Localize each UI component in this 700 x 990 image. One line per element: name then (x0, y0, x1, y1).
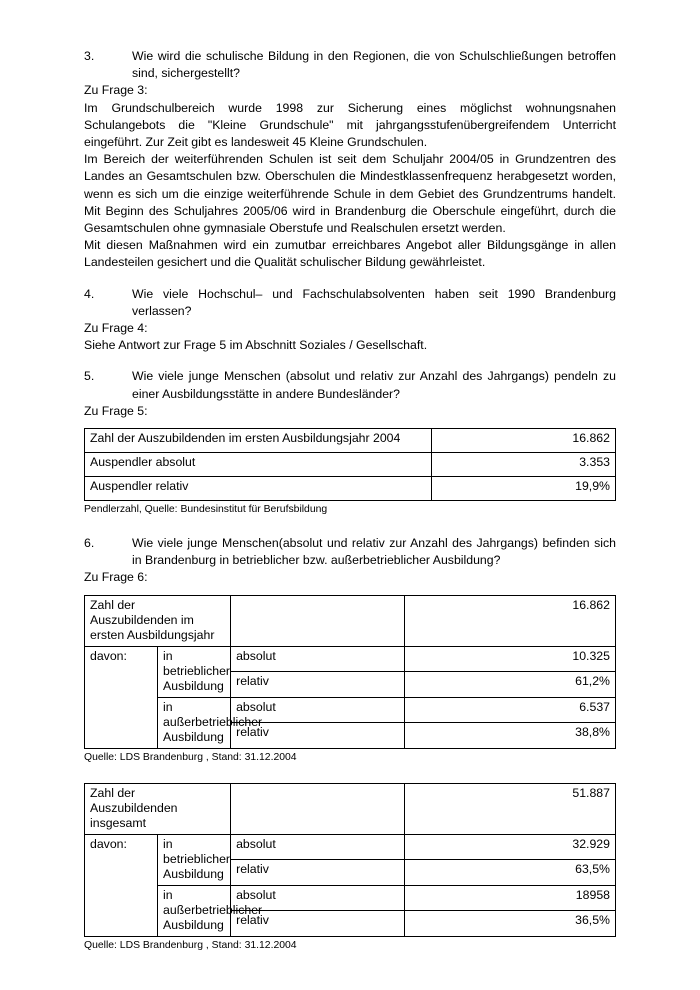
cell-davon-label: davon: (85, 646, 158, 748)
question-5-block (84, 368, 616, 402)
table-caption: Pendlerzahl, Quelle: Bundesinstitut für Berufsbildung (84, 504, 328, 516)
cell-header-label: Zahl der Auszubildenden insgesamt (85, 783, 231, 834)
cell-value: 32.929 (405, 834, 616, 860)
cell-type: absolut (231, 646, 405, 672)
cell-type: absolut (231, 885, 405, 911)
cell-group-name: in außerbetrieblicher Ausbildung (158, 885, 231, 936)
table-caption: Quelle: LDS Brandenburg , Stand: 31.12.2004 (84, 939, 297, 951)
answer-3-paragraph-2: Im Bereich der weiterführenden Schulen ist seit dem Schuljahr 2004/05 in Grundzentren des Landes an Gesamtschulen bzw. Oberschulen die Mindestklassenfrequenz herabgesetzt worden, wenn es sich um die einzige weiterführende Schule in dem Gebiet des Grundzentrums handelt. Mit Beginn des Schuljahres 2005/06 wird in Brandenburg die Oberschule eingeführt, durch die Gesamtschulen ohne gymnasiale Oberstufe und Realschulen ersetzt werden. (84, 152, 616, 236)
table-row (85, 646, 616, 672)
question-6-number: 6. (84, 536, 95, 551)
cell-value: 19,9% (432, 477, 616, 501)
cell-empty (231, 783, 405, 834)
cell-value: 36,5% (405, 911, 616, 937)
cell-value: 3.353 (432, 453, 616, 477)
table-caption: Quelle: LDS Brandenburg , Stand: 31.12.2004 (84, 751, 297, 763)
question-6-block (84, 535, 616, 569)
cell-group-name: in betrieblicher Ausbildung (158, 834, 231, 885)
ausbildung-insgesamt-table (84, 783, 616, 937)
cell-davon-label: davon: (85, 834, 158, 936)
ausbildung-erstes-jahr-table (84, 595, 616, 749)
answer-3-label: Zu Frage 3: (84, 83, 148, 98)
cell-group-name: in betrieblicher Ausbildung (158, 646, 231, 697)
cell-value: 10.325 (405, 646, 616, 672)
cell-value: 63,5% (405, 860, 616, 886)
question-4-number: 4. (84, 286, 95, 301)
table-row (85, 834, 616, 860)
question-5-text: Wie viele junge Menschen (absolut und relativ zur Anzahl des Jahrgangs) pendeln zu einer Ausbildungsstätte in andere Bundesländer? (132, 369, 616, 401)
answer-3-paragraph-3: Mit diesen Maßnahmen wird ein zumutbar erreichbares Angebot aller Bildungsgänge in allen Landesteilen gesichert und die Qualität schulischer Bildung gewährleistet. (84, 238, 616, 270)
question-5-number: 5. (84, 369, 95, 384)
answer-4-paragraph-1: Siehe Antwort zur Frage 5 im Abschnitt Soziales / Gesellschaft. (84, 338, 428, 353)
cell-label: Auspendler absolut (85, 453, 432, 477)
cell-value: 6.537 (405, 697, 616, 723)
table-row (85, 595, 616, 646)
table-row (85, 783, 616, 834)
cell-type: absolut (231, 697, 405, 723)
question-4-block (84, 286, 616, 320)
cell-type: relativ (231, 723, 405, 749)
cell-type: relativ (231, 911, 405, 937)
cell-value: 38,8% (405, 723, 616, 749)
cell-group-name: in außerbetrieblicher Ausbildung (158, 697, 231, 748)
cell-header-label: Zahl der Auszubildenden im ersten Ausbildungsjahr (85, 595, 231, 646)
cell-label: Zahl der Auszubildenden im ersten Ausbildungsjahr 2004 (85, 429, 432, 453)
question-6-text: Wie viele junge Menschen(absolut und relativ zur Anzahl des Jahrgangs) befinden sich in Brandenburg in betrieblicher bzw. außerbetrieblicher Ausbildung? (132, 536, 616, 568)
answer-4-label: Zu Frage 4: (84, 321, 148, 336)
table-row (85, 477, 616, 501)
cell-header-value: 16.862 (405, 595, 616, 646)
cell-empty (231, 595, 405, 646)
cell-header-value: 51.887 (405, 783, 616, 834)
question-3-text: Wie wird die schulische Bildung in den Regionen, die von Schulschließungen betroffen sind, sichergestellt? (132, 49, 616, 81)
cell-type: relativ (231, 672, 405, 698)
question-3-number: 3. (84, 49, 95, 63)
table-row (85, 453, 616, 477)
answer-5-label: Zu Frage 5: (84, 403, 148, 418)
question-3-block (84, 48, 616, 82)
cell-type: relativ (231, 860, 405, 886)
cell-label: Auspendler relativ (85, 477, 432, 501)
cell-value: 16.862 (432, 429, 616, 453)
auspendler-table (84, 428, 616, 501)
cell-value: 61,2% (405, 672, 616, 698)
table-row (85, 885, 616, 911)
cell-value: 18958 (405, 885, 616, 911)
question-4-text: Wie viele Hochschul– und Fachschulabsolventen haben seit 1990 Brandenburg verlassen? (132, 286, 616, 318)
answer-3-paragraph-1: Im Grundschulbereich wurde 1998 zur Sicherung eines möglichst wohnungsnahen Schulangebots die "Kleine Grundschule" mit jahrgangsstufenübergreifendem Unterricht eingeführt. Zur Zeit gibt es landesweit 45 Kleine Grundschulen. (84, 100, 616, 150)
table-row (85, 429, 616, 453)
answer-6-label: Zu Frage 6: (84, 570, 148, 585)
table-row (85, 697, 616, 723)
cell-type: absolut (231, 834, 405, 860)
